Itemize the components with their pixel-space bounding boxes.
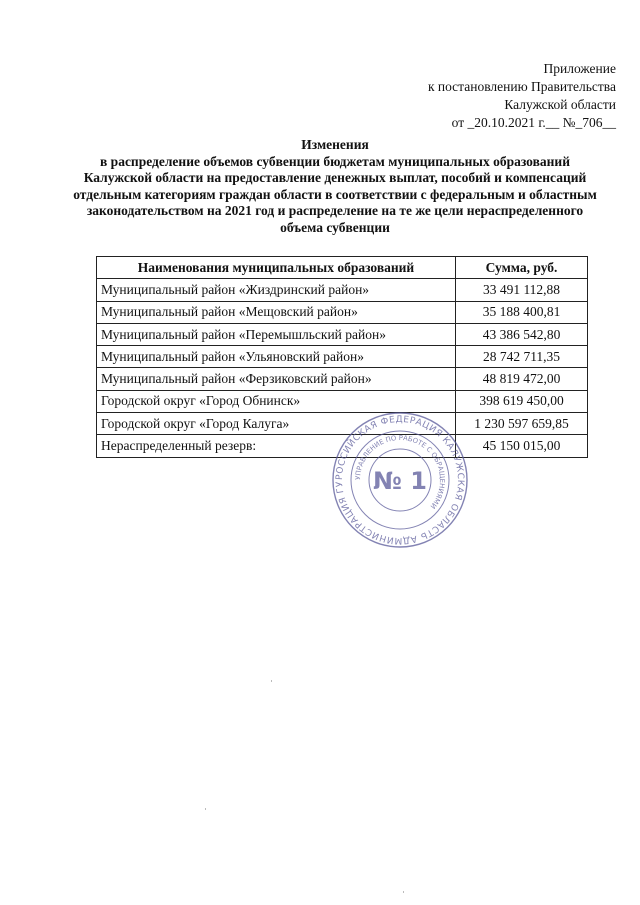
- table-row: [97, 368, 588, 390]
- appendix-block: [316, 60, 616, 132]
- table-row: [97, 323, 588, 345]
- amount: 33 491 112,88: [456, 279, 588, 301]
- title-line: объема субвенции: [280, 219, 390, 235]
- official-stamp: [330, 410, 470, 550]
- document-title: [58, 137, 612, 236]
- amount: 43 386 542,80: [456, 323, 588, 345]
- column-header-sum: Сумма, руб.: [456, 257, 588, 279]
- municipality-name: Муниципальный район «Ульяновский район»: [97, 346, 456, 368]
- column-header-name: Наименования муниципальных образований: [97, 257, 456, 279]
- municipality-name: Муниципальный район «Мещовский район»: [97, 301, 456, 323]
- stamp-outer-text: РОССИЙСКАЯ ФЕДЕРАЦИЯ КАЛУЖСКАЯ ОБЛАСТЬ АДМИНИСТРАЦИЯ ГУ: [334, 414, 466, 546]
- amount: 398 619 450,00: [456, 390, 588, 412]
- municipality-name: Муниципальный район «Перемышльский район»: [97, 323, 456, 345]
- title-line: отдельным категориям граждан области в соответствии с федеральным и областным: [73, 186, 597, 202]
- appendix-line: Калужской области: [504, 97, 616, 112]
- scan-speck: [205, 808, 206, 810]
- scan-speck: [271, 680, 272, 682]
- title-line: Изменения: [301, 137, 369, 152]
- stamp-inner-text: УПРАВЛЕНИЕ ПО РАБОТЕ С ОБРАЩЕНИЯМИ: [353, 433, 447, 511]
- amount: 48 819 472,00: [456, 368, 588, 390]
- table-row: [97, 346, 588, 368]
- reserve-label: Нераспределенный резерв:: [97, 435, 456, 457]
- amount: 35 188 400,81: [456, 301, 588, 323]
- appendix-line: Приложение: [543, 61, 616, 76]
- municipality-name: Муниципальный район «Жиздринский район»: [97, 279, 456, 301]
- appendix-date-number: от _20.10.2021 г.__ №_706__: [451, 115, 616, 130]
- table-row: [97, 301, 588, 323]
- appendix-line: к постановлению Правительства: [427, 79, 616, 94]
- municipality-name: Муниципальный район «Ферзиковский район»: [97, 368, 456, 390]
- amount: 1 230 597 659,85: [456, 413, 588, 435]
- table-row: [97, 279, 588, 301]
- stamp-number: № 1: [373, 467, 427, 495]
- amount: 28 742 711,35: [456, 346, 588, 368]
- municipality-name: Городской округ «Город Обнинск»: [97, 390, 456, 412]
- title-line: в распределение объемов субвенции бюджетам муниципальных образований: [100, 153, 570, 169]
- scan-speck: [403, 891, 404, 893]
- municipality-name: Городской округ «Город Калуга»: [97, 413, 456, 435]
- amount: 45 150 015,00: [456, 435, 588, 457]
- table-header-row: [97, 257, 588, 279]
- title-line: законодательством на 2021 год и распределение на те же цели нераспределенного: [86, 203, 584, 218]
- title-line: Калужской области на предоставление денежных выплат, пособий и компенсаций: [83, 170, 587, 185]
